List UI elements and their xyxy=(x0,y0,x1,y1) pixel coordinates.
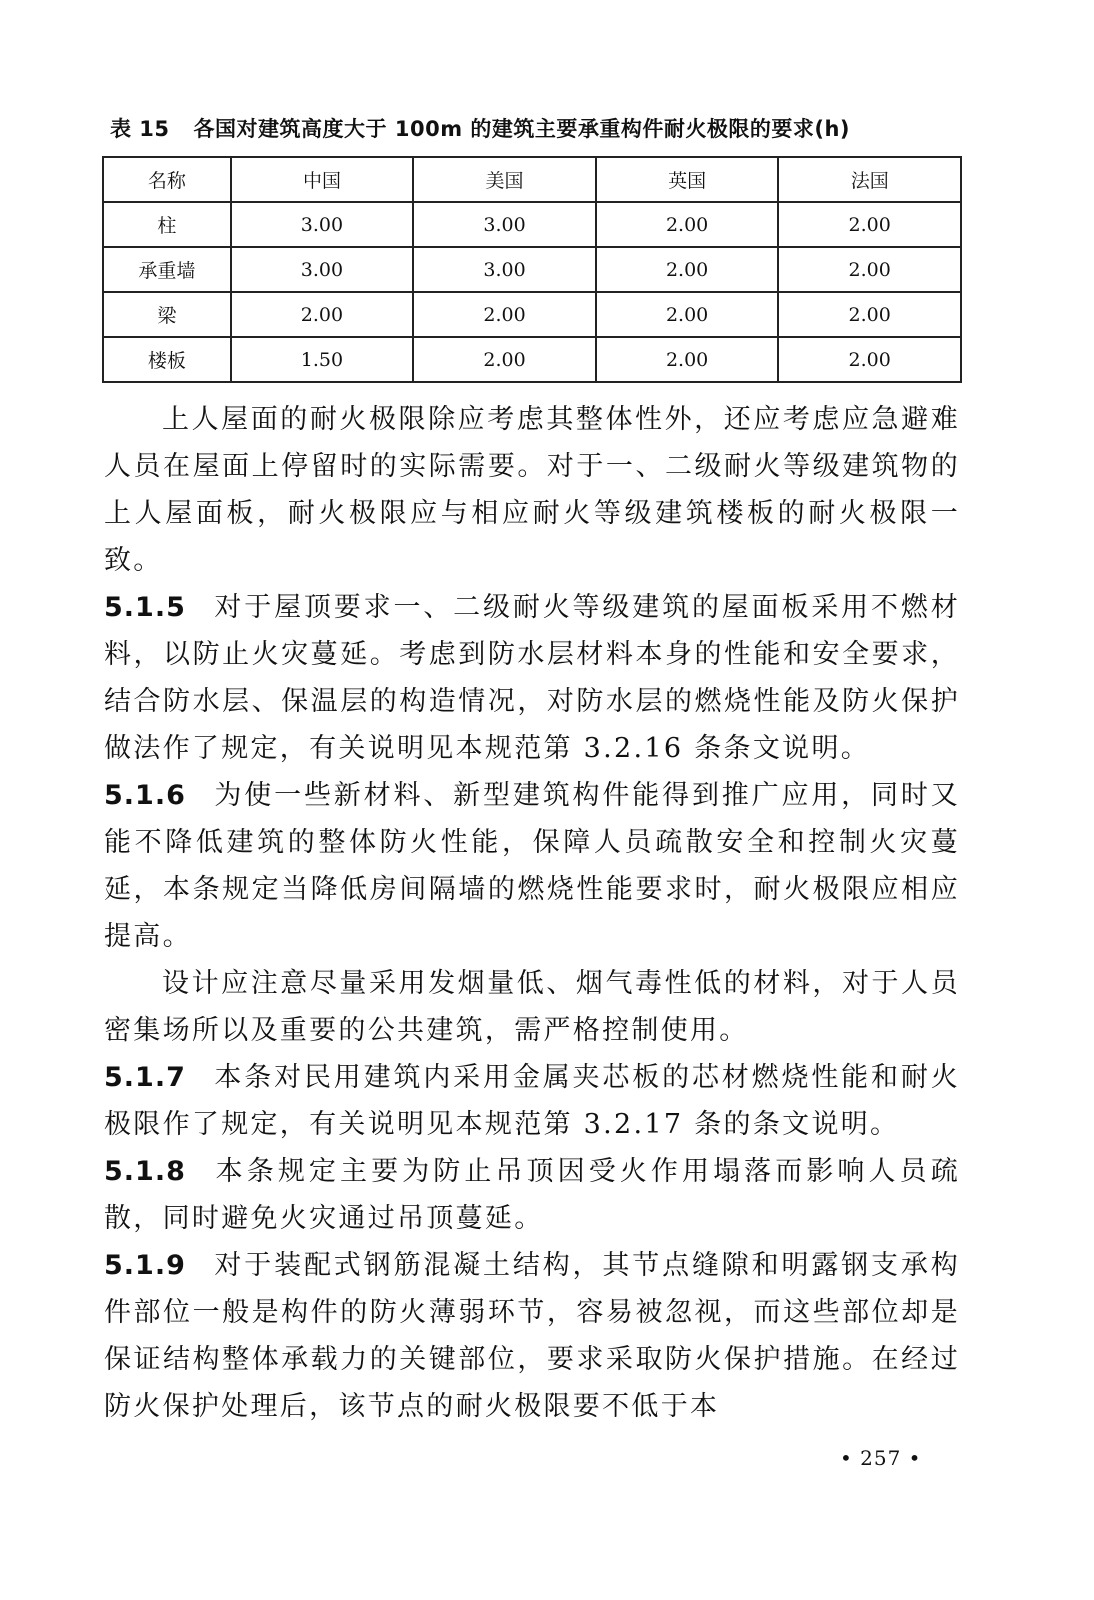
clause-number: 5.1.7 xyxy=(104,1062,186,1093)
row-label: 承重墙 xyxy=(103,247,231,292)
paragraph-text: 本条对民用建筑内采用金属夹芯板的芯材燃烧性能和耐火极限作了规定，有关说明见本规范第 3.2.17 条的条文说明。 xyxy=(104,1062,960,1140)
paragraph-design-note xyxy=(104,960,960,1054)
paragraph-text: 本条规定主要为防止吊顶因受火作用塌落而影响人员疏散，同时避免火灾通过吊顶蔓延。 xyxy=(104,1156,960,1234)
fire-resistance-table xyxy=(102,156,962,383)
table-row xyxy=(103,247,961,292)
paragraph-text: 设计应注意尽量采用发烟量低、烟气毒性低的材料，对于人员密集场所以及重要的公共建筑，需严格控制使用。 xyxy=(104,968,960,1046)
table-cell: 2.00 xyxy=(596,337,779,382)
paragraph-text: 对于屋顶要求一、二级耐火等级建筑的屋面板采用不燃材料，以防止火灾蔓延。考虑到防水层材料本身的性能和安全要求，结合防水层、保温层的构造情况，对防水层的燃烧性能及防火保护做法作了规定，有关说明见本规范第 3.2.16 条条文说明。 xyxy=(104,592,960,764)
clause-5-1-7 xyxy=(104,1054,960,1148)
table-header-row xyxy=(103,157,961,202)
table-cell: 3.00 xyxy=(413,202,596,247)
clause-number: 5.1.8 xyxy=(104,1156,186,1187)
table-cell: 2.00 xyxy=(778,292,961,337)
table-cell: 2.00 xyxy=(596,202,779,247)
clause-5-1-9 xyxy=(104,1242,960,1430)
header-china: 中国 xyxy=(231,157,414,202)
table-row xyxy=(103,202,961,247)
row-label: 楼板 xyxy=(103,337,231,382)
table-caption-text: 各国对建筑高度大于 100m 的建筑主要承重构件耐火极限的要求(h) xyxy=(193,117,851,141)
table-cell: 2.00 xyxy=(778,202,961,247)
paragraph-text: 对于装配式钢筋混凝土结构，其节点缝隙和明露钢支承构件部位一般是构件的防火薄弱环节，容易被忽视，而这些部位却是保证结构整体承载力的关键部位，要求采取防火保护措施。在经过防火保护处理后，该节点的耐火极限要不低于本 xyxy=(104,1250,960,1422)
paragraph-text: 上人屋面的耐火极限除应考虑其整体性外，还应考虑应急避难人员在屋面上停留时的实际需要。对于一、二级耐火等级建筑物的上人屋面板，耐火极限应与相应耐火等级建筑楼板的耐火极限一致。 xyxy=(104,404,960,576)
table-cell: 2.00 xyxy=(596,247,779,292)
header-usa: 美国 xyxy=(413,157,596,202)
paragraph-rooftop xyxy=(104,396,960,584)
table-row xyxy=(103,337,961,382)
table-cell: 1.50 xyxy=(231,337,414,382)
table-cell: 3.00 xyxy=(413,247,596,292)
table-caption xyxy=(110,114,980,144)
table-row xyxy=(103,292,961,337)
table-cell: 2.00 xyxy=(231,292,414,337)
table-caption-number: 表 15 xyxy=(110,117,170,141)
table-cell: 2.00 xyxy=(596,292,779,337)
row-label: 梁 xyxy=(103,292,231,337)
header-uk: 英国 xyxy=(596,157,779,202)
clause-number: 5.1.6 xyxy=(104,780,186,811)
table-cell: 2.00 xyxy=(778,337,961,382)
clause-5-1-8 xyxy=(104,1148,960,1242)
table-cell: 3.00 xyxy=(231,202,414,247)
header-france: 法国 xyxy=(778,157,961,202)
row-label: 柱 xyxy=(103,202,231,247)
table-cell: 3.00 xyxy=(231,247,414,292)
clause-5-1-5 xyxy=(104,584,960,772)
clause-5-1-6 xyxy=(104,772,960,960)
page-number: • 257 • xyxy=(840,1446,922,1470)
table-cell: 2.00 xyxy=(778,247,961,292)
body-text xyxy=(104,396,960,1430)
table-cell: 2.00 xyxy=(413,292,596,337)
header-name: 名称 xyxy=(103,157,231,202)
paragraph-text: 为使一些新材料、新型建筑构件能得到推广应用，同时又能不降低建筑的整体防火性能，保障人员疏散安全和控制火灾蔓延，本条规定当降低房间隔墙的燃烧性能要求时，耐火极限应相应提高。 xyxy=(104,780,960,952)
table-cell: 2.00 xyxy=(413,337,596,382)
clause-number: 5.1.9 xyxy=(104,1250,186,1281)
clause-number: 5.1.5 xyxy=(104,592,186,623)
